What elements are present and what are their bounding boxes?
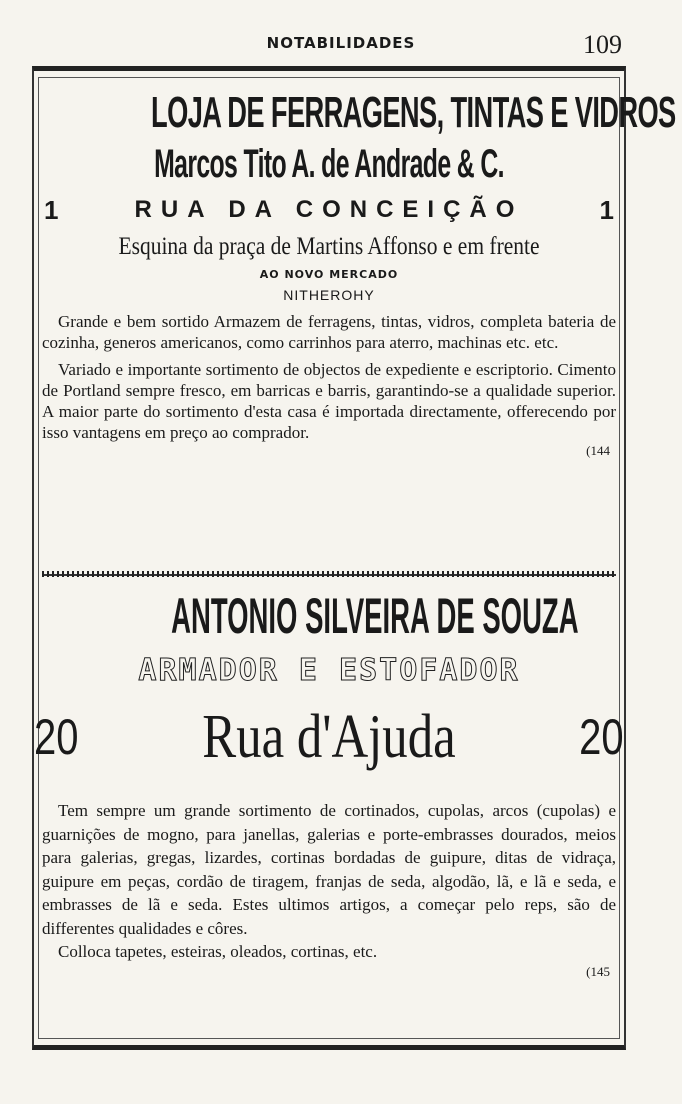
hardware-store-ad: [42, 83, 676, 569]
ad2-paragraph-2: Colloca tapetes, esteiras, oleados, cortinas, etc.: [58, 942, 378, 961]
address-number-right: 20: [579, 709, 624, 765]
address-line: [34, 701, 624, 781]
ad1-paragraph-1: Grande e bem sortido Armazem de ferragens, tintas, vidros, completa bateria de cozinha, generos americanos, como carrinhos para aterro, machinas etc. etc.: [42, 312, 616, 352]
ad2-paragraph-1: Tem sempre um grande sortimento de cortinados, cupolas, arcos (cupolas) e guarnições de mogno, para janellas, galerias e porte-embrasses dourados, meios para galerias, gregas, lizardes, cortinas bordadas de guipure, ditas de vidraça, guipure em peças, cordão de tiragem, franjas de seda, algodão, lã, e lã e seda, e embrasses de lã e seda. Estes ultimos artigos, a começar pelo reps, são de differentes qualidades e côres.: [42, 801, 616, 938]
ad1-paragraph-2: Variado e importante sortimento de objectos de expediente e escriptorio. Cimento de Portland sempre fresco, em barricas e barris, garantindo-se a qualidade superior. A maior parte do sortimento d'esta casa é importada directamente, offerecendo por isso vantagens em preço ao comprador.: [42, 360, 616, 442]
trade-line: ARMADOR E ESTOFADOR: [138, 653, 520, 688]
street-number-left: 1: [44, 195, 59, 225]
shop-title: LOJA DE FERRAGENS, TINTAS E VIDROS: [151, 88, 676, 137]
ad-separator-rule: [42, 571, 616, 577]
market-line: AO NOVO MERCADO: [259, 268, 399, 281]
corner-line: Esquina da praça de Martins Affonso e em frente: [118, 233, 540, 260]
owner-name: Marcos Tito A. de Andrade & C.: [154, 142, 504, 186]
merchant-name: ANTONIO SILVEIRA DE SOUZA: [171, 588, 579, 644]
advertisement-frame: [32, 66, 676, 1050]
street-line: [42, 191, 616, 231]
running-title: NOTABILIDADES: [266, 34, 416, 52]
ad2-reference: (145: [586, 963, 610, 979]
street-name: RUA DA CONCEIÇÃO: [134, 196, 524, 223]
address-street: Rua d'Ajuda: [202, 703, 456, 771]
address-number-left: 20: [34, 709, 79, 765]
city-name: NITHEROHY: [283, 287, 375, 303]
running-head: [0, 30, 682, 60]
ad1-reference: (144: [586, 443, 610, 458]
street-number-right: 1: [599, 195, 614, 225]
page-number: 109: [583, 30, 622, 59]
upholsterer-ad: [34, 581, 624, 1041]
